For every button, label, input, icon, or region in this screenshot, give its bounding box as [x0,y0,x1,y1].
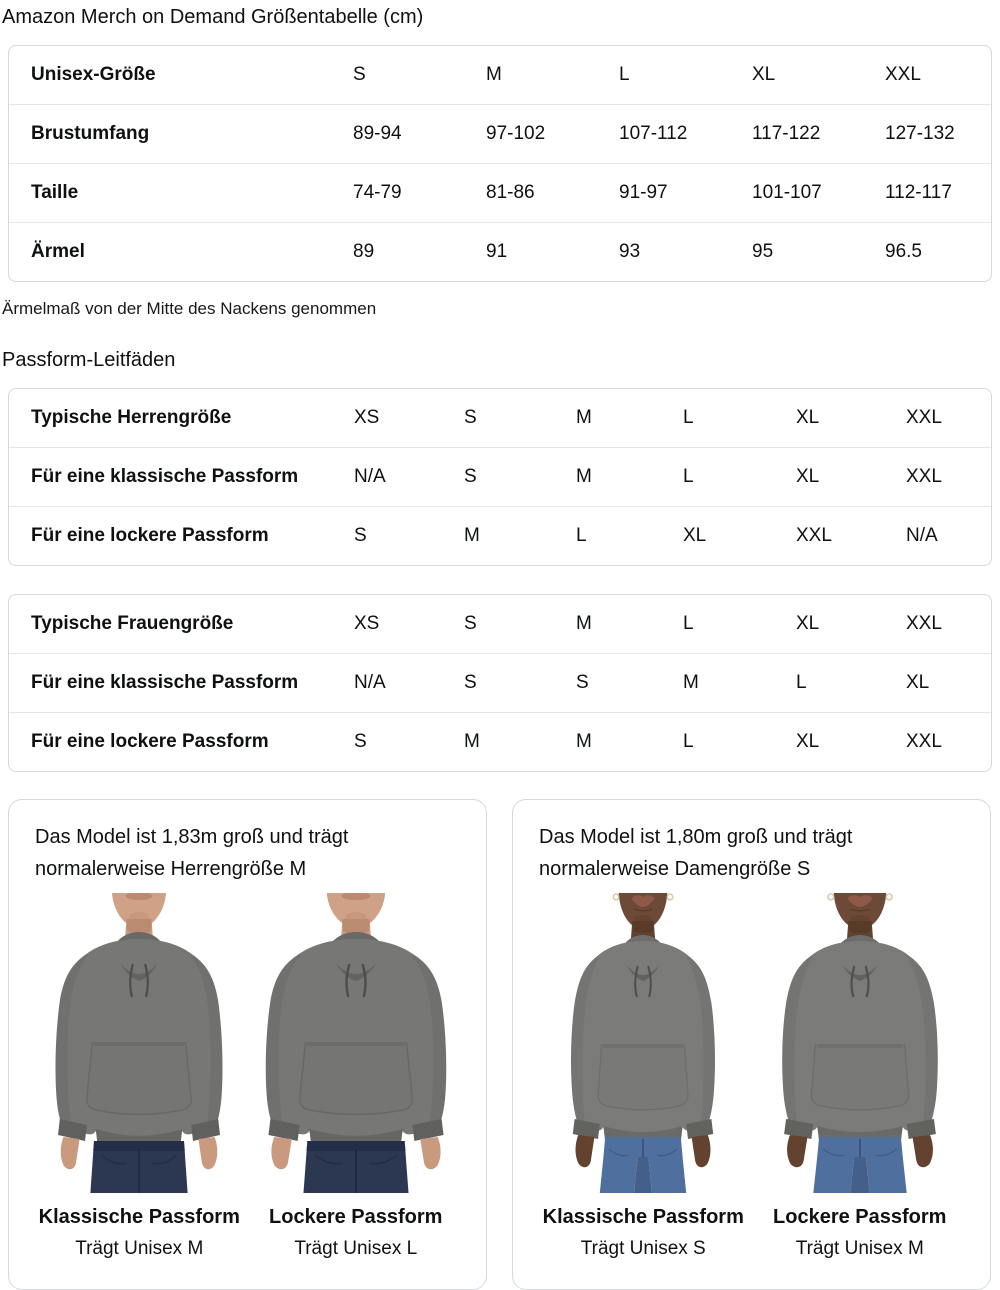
size-cell: S [353,64,366,85]
size-cell: S [354,712,464,771]
size-cell: N/A [354,447,464,506]
size-cell: M [576,407,592,428]
size-worn-label: Trägt Unisex M [795,1238,924,1259]
model-description: Das Model ist 1,83m groß und trägt normalerweise Herrengröße M [35,826,349,880]
size-cell: M [464,506,576,565]
size-cell: XL [752,64,776,85]
male-model-classic-fit-photo [40,893,238,1193]
measure-cell: 81-86 [486,163,619,222]
size-cell: XL [796,712,906,771]
size-cell: S [576,653,683,712]
measure-cell: 117-122 [752,104,885,163]
figure-classic-fit [31,891,248,1260]
size-cell: XXL [906,712,991,771]
size-cell: XL [906,653,991,712]
row-label: Ärmel [9,222,353,281]
table-row [9,447,991,506]
row-label: Unisex-Größe [31,64,156,85]
measure-cell: 112-117 [885,163,991,222]
measure-cell: 96.5 [885,222,991,281]
size-cell: XL [796,447,906,506]
row-label: Für eine lockere Passform [9,712,354,771]
table-row [9,653,991,712]
row-label: Typische Herrengröße [31,407,232,428]
female-model-loose-fit-photo [753,893,967,1193]
size-cell: XL [796,613,820,634]
unisex-size-table [8,45,992,282]
size-cell: L [683,613,694,634]
size-cell: S [464,447,576,506]
measure-cell: 101-107 [752,163,885,222]
table-row [9,163,991,222]
fit-label: Klassische Passform [542,1206,744,1228]
size-cell: L [683,447,796,506]
table-row [9,506,991,565]
measure-cell: 89 [353,222,486,281]
figure-loose-fit [752,891,969,1260]
mens-fit-table [8,388,992,566]
size-cell: XXL [796,506,906,565]
size-cell: XS [354,613,380,634]
male-model-loose-fit-photo [249,893,463,1193]
figure-classic-fit [535,891,752,1260]
size-cell: L [796,653,906,712]
size-cell: XXL [906,407,942,428]
size-cell: N/A [354,653,464,712]
size-cell: L [683,712,796,771]
page-title: Amazon Merch on Demand Größentabelle (cm) [2,6,424,28]
measure-cell: 91-97 [619,163,752,222]
size-cell: S [354,506,464,565]
womens-fit-table [8,594,992,772]
measure-cell: 74-79 [353,163,486,222]
row-label: Typische Frauengröße [31,613,234,634]
size-worn-label: Trägt Unisex L [294,1238,418,1259]
size-cell: L [683,407,694,428]
size-cell: S [464,653,576,712]
mens-model-card [8,799,487,1290]
measure-cell: 127-132 [885,104,991,163]
measure-cell: 95 [752,222,885,281]
row-label: Brustumfang [9,104,353,163]
figures-row [535,891,968,1260]
measure-cell: 91 [486,222,619,281]
row-label: Für eine lockere Passform [9,506,354,565]
figures-row [31,891,464,1260]
table-row [9,222,991,281]
figure-loose-fit [248,891,465,1260]
measure-cell: 97-102 [486,104,619,163]
size-cell: L [576,506,683,565]
size-chart-page [0,5,1000,1290]
size-worn-label: Trägt Unisex S [580,1238,706,1259]
table-row [9,389,991,447]
size-cell: L [619,64,630,85]
size-cell: M [576,613,592,634]
model-description: Das Model ist 1,80m groß und trägt normalerweise Damengröße S [539,826,853,880]
size-cell: M [486,64,502,85]
table-row [9,712,991,771]
size-cell: XL [683,506,796,565]
size-cell: M [576,712,683,771]
size-cell: XS [354,407,380,428]
female-model-classic-fit-photo [544,893,742,1193]
size-cell: XXL [906,613,942,634]
row-label: Für eine klassische Passform [9,653,354,712]
fit-guides-heading: Passform-Leitfäden [2,349,176,371]
row-label: Taille [9,163,353,222]
row-label: Für eine klassische Passform [9,447,354,506]
size-cell: M [576,447,683,506]
measure-cell: 89-94 [353,104,486,163]
size-cell: M [464,712,576,771]
size-cell: N/A [906,506,991,565]
size-cell: XXL [885,64,921,85]
size-cell: M [683,653,796,712]
womens-model-card [512,799,991,1290]
table-row [9,104,991,163]
fit-label: Klassische Passform [38,1206,240,1228]
sleeve-measure-note: Ärmelmaß von der Mitte des Nackens genommen [2,299,377,318]
size-worn-label: Trägt Unisex M [75,1238,204,1259]
measure-cell: 93 [619,222,752,281]
size-cell: S [464,613,477,634]
size-cell: XXL [906,447,991,506]
size-cell: S [464,407,477,428]
model-cards-row [8,799,1000,1290]
fit-label: Lockere Passform [773,1206,947,1228]
table-row [9,595,991,653]
fit-label: Lockere Passform [269,1206,443,1228]
measure-cell: 107-112 [619,104,752,163]
size-cell: XL [796,407,820,428]
table-row [9,46,991,104]
